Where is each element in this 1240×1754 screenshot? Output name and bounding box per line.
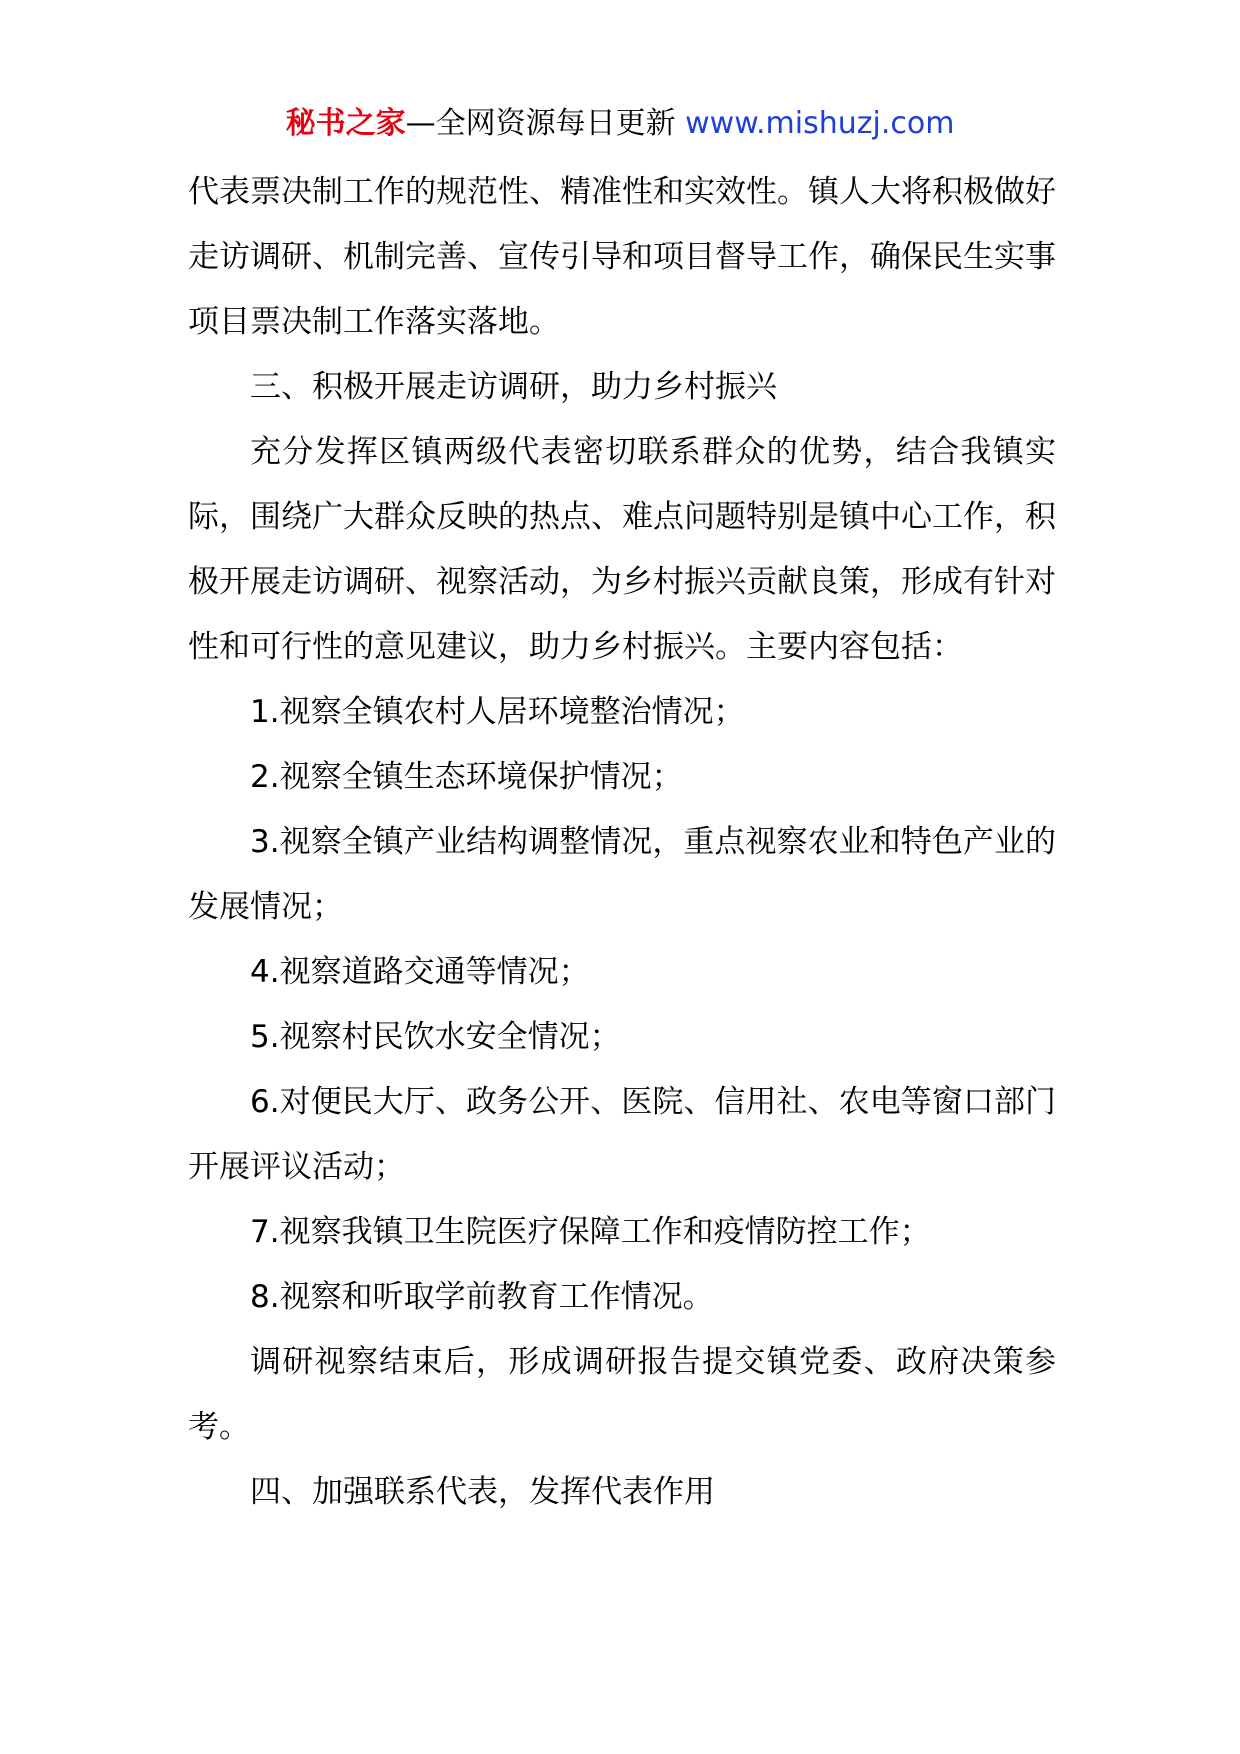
- list-item: 2.视察全镇生态环境保护情况；: [250, 759, 683, 795]
- list-item: 8.视察和听取学前教育工作情况。: [250, 1279, 714, 1315]
- site-url-link[interactable]: www.mishuzj.com: [685, 106, 955, 141]
- list-item: 6.对便民大厅、政务公开、医院、信用社、农电等窗口部门开展评议活动；: [188, 1084, 1056, 1185]
- brand-name: 秘书之家: [285, 106, 406, 141]
- paragraph: 充分发挥区镇两级代表密切联系群众的优势，结合我镇实际，围绕广大群众反映的热点、难点问题特别是镇中心工作，积极开展走访调研、视察活动，为乡村振兴贡献良策，形成有针对性和可行性的意见建议，助力乡村振兴。主要内容包括：: [188, 434, 1056, 665]
- list-item: 1.视察全镇农村人居环境整治情况；: [250, 694, 745, 730]
- section-heading: 四、加强联系代表，发挥代表作用: [250, 1474, 715, 1510]
- list-item: 3.视察全镇产业结构调整情况，重点视察农业和特色产业的发展情况；: [188, 824, 1056, 925]
- paragraph: 代表票决制工作的规范性、精准性和实效性。镇人大将积极做好走访调研、机制完善、宣传引导和项目督导工作，确保民生实事项目票决制工作落实落地。: [188, 174, 1056, 340]
- section-heading: 三、积极开展走访调研，助力乡村振兴: [250, 369, 777, 405]
- list-item: 7.视察我镇卫生院医疗保障工作和疫情防控工作；: [250, 1214, 931, 1250]
- header-tagline: —全网资源每日更新: [405, 106, 676, 141]
- paragraph: 调研视察结束后，形成调研报告提交镇党委、政府决策参考。: [188, 1344, 1056, 1445]
- page-header: [0, 100, 1240, 148]
- list-item: 5.视察村民饮水安全情况；: [250, 1019, 621, 1055]
- list-item: 4.视察道路交通等情况；: [250, 954, 590, 990]
- document-body: [188, 160, 1056, 1525]
